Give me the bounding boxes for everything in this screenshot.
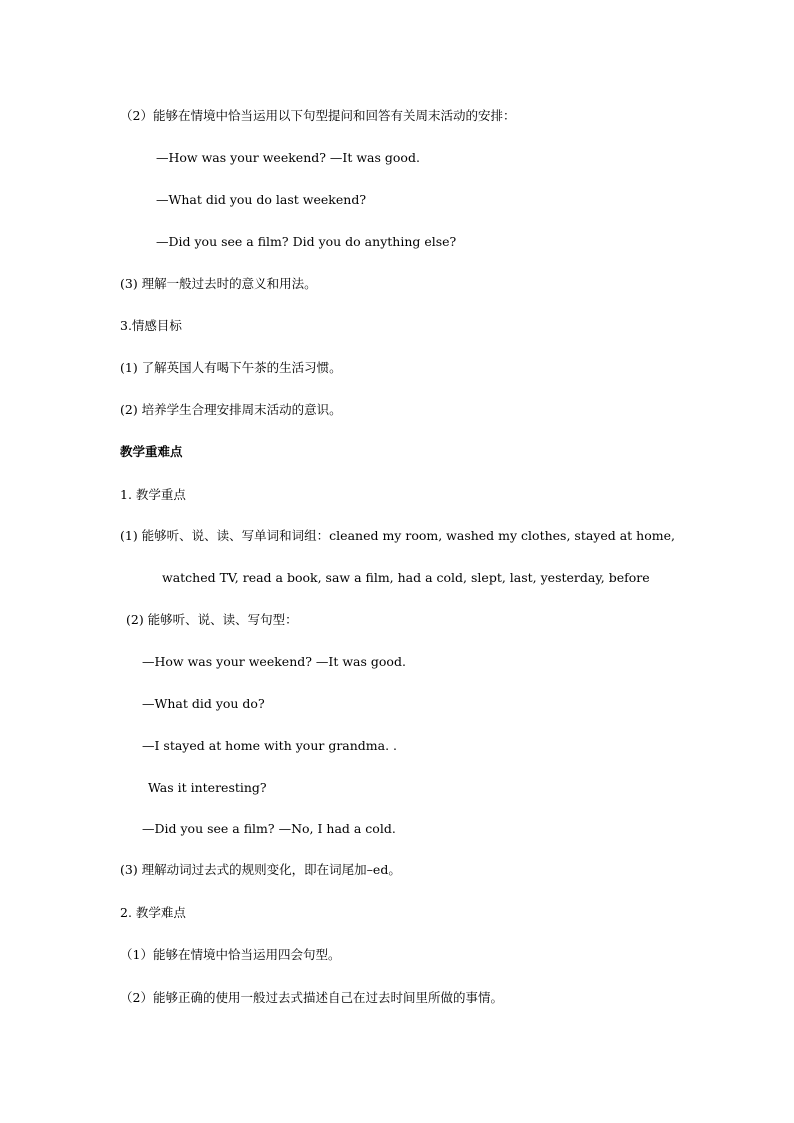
- text-line-21: （1）能够在情境中恰当运用四会句型。: [120, 947, 341, 962]
- text-line-14: —How was your weekend? —It was good.: [142, 654, 406, 669]
- text-line-12: watched TV, read a book, saw a film, had a cold, slept, last, yesterday, before: [162, 570, 650, 585]
- text-line-6: 3.情感目标: [120, 318, 182, 333]
- text-line-4: —Did you see a film? Did you do anything else?: [156, 234, 457, 249]
- text-line-11: (1) 能够听、说、读、写单词和词组：cleaned my room, washed my clothes, stayed at home,: [120, 528, 675, 543]
- text-line-2: —How was your weekend? —It was good.: [156, 150, 420, 165]
- section-heading: 教学重难点: [120, 444, 183, 459]
- text-line-13: (2) 能够听、说、读、写句型：: [126, 612, 298, 627]
- text-line-10: 1. 教学重点: [120, 487, 186, 502]
- text-line-18: —Did you see a film? —No, I had a cold.: [142, 821, 396, 836]
- text-line-16: —I stayed at home with your grandma. .: [142, 738, 398, 753]
- text-line-19: (3) 理解动词过去式的规则变化，即在词尾加–ed。: [120, 862, 401, 877]
- text-line-1: （2）能够在情境中恰当运用以下句型提问和回答有关周末活动的安排：: [120, 108, 516, 123]
- text-line-7: (1) 了解英国人有喝下午茶的生活习惯。: [120, 360, 342, 375]
- text-line-22: （2）能够正确的使用一般过去式描述自己在过去时间里所做的事情。: [120, 990, 503, 1005]
- text-line-15: —What did you do?: [142, 696, 265, 711]
- text-line-3: —What did you do last weekend?: [156, 192, 367, 207]
- text-line-17: Was it interesting?: [148, 780, 267, 795]
- text-line-5: (3) 理解一般过去时的意义和用法。: [120, 276, 317, 291]
- text-line-20: 2. 教学难点: [120, 905, 186, 920]
- text-line-8: (2) 培养学生合理安排周末活动的意识。: [120, 402, 342, 417]
